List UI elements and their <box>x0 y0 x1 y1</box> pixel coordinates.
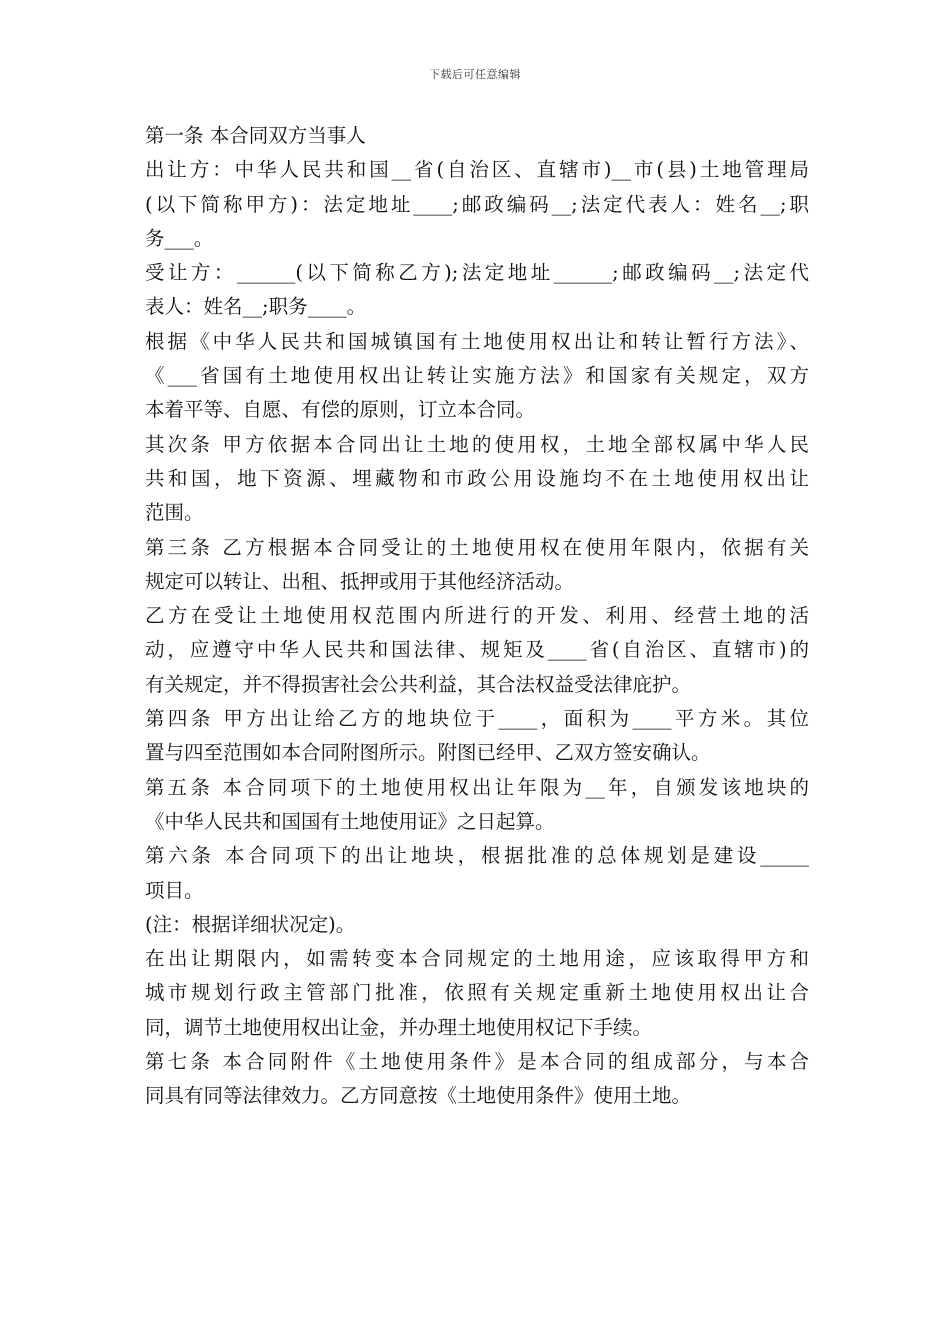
text-line: 第三条 乙方根据本合同受让的土地使用权在使用年限内，依据有关 <box>145 535 809 559</box>
text-line: 规定可以转让、出租、抵押或用于其他经济活动。 <box>145 569 575 593</box>
text-line: 项目。 <box>145 878 204 902</box>
text-line: 第六条 本合同项下的出让地块，根据批准的总体规划是建设_____ <box>145 844 809 868</box>
text-line: 根据《中华人民共和国城镇国有土地使用权出让和转让暂行方法》、 <box>145 329 809 353</box>
text-line: 出让方：中华人民共和国__省(自治区、直辖市)__市(县)土地管理局 <box>145 158 809 182</box>
text-line: 务___。 <box>145 226 214 250</box>
text-line: 《___省国有土地使用权出让转让实施方法》和国家有关规定，双方 <box>145 364 809 388</box>
text-line: 范围。 <box>145 501 204 525</box>
text-line: 第五条 本合同项下的土地使用权出让年限为__年，自颁发该地块的 <box>145 775 809 799</box>
page-header: 下载后可任意编辑 <box>429 68 521 81</box>
text-line: 受让方：______(以下简称乙方);法定地址______;邮政编码__;法定代 <box>145 261 809 285</box>
text-line: 同，调节土地使用权出让金，并办理土地使用权记下手续。 <box>145 1015 653 1039</box>
text-line: 第七条 本合同附件《土地使用条件》是本合同的组成部分，与本合 <box>145 1050 809 1074</box>
text-line: 有关规定，并不得损害社会公共利益，其合法权益受法律庇护。 <box>145 672 692 696</box>
text-line: 表人：姓名__;职务____。 <box>145 295 367 319</box>
text-line: 本着平等、自愿、有偿的原则，订立本合同。 <box>145 398 536 422</box>
text-line: 同具有同等法律效力。乙方同意按《土地使用条件》使用土地。 <box>145 1084 692 1108</box>
contract-body <box>145 119 809 1114</box>
text-line: 乙方在受让土地使用权范围内所进行的开发、利用、经营土地的活 <box>145 604 809 628</box>
text-line: 动，应遵守中华人民共和国法律、规矩及____省(自治区、直辖市)的 <box>145 638 809 662</box>
text-line: (注：根据详细状况定)。 <box>145 912 356 936</box>
text-line: 其次条 甲方依据本合同出让土地的使用权，土地全部权属中华人民 <box>145 432 809 456</box>
text-line: 第四条 甲方出让给乙方的地块位于____，面积为____平方米。其位 <box>145 707 809 731</box>
text-line: 城市规划行政主管部门批准，依照有关规定重新土地使用权出让合 <box>145 981 809 1005</box>
text-line: 置与四至范围如本合同附图所示。附图已经甲、乙双方签安确认。 <box>145 741 711 765</box>
text-line: 共和国，地下资源、埋藏物和市政公用设施均不在土地使用权出让 <box>145 466 809 490</box>
text-line: 《中华人民共和国国有土地使用证》之日起算。 <box>145 809 555 833</box>
text-line: 第一条 本合同双方当事人 <box>145 124 366 147</box>
text-line: 在出让期限内，如需转变本合同规定的土地用途，应该取得甲方和 <box>145 947 809 971</box>
text-line: (以下简称甲方)：法定地址____;邮政编码__;法定代表人：姓名__;职 <box>145 192 809 216</box>
